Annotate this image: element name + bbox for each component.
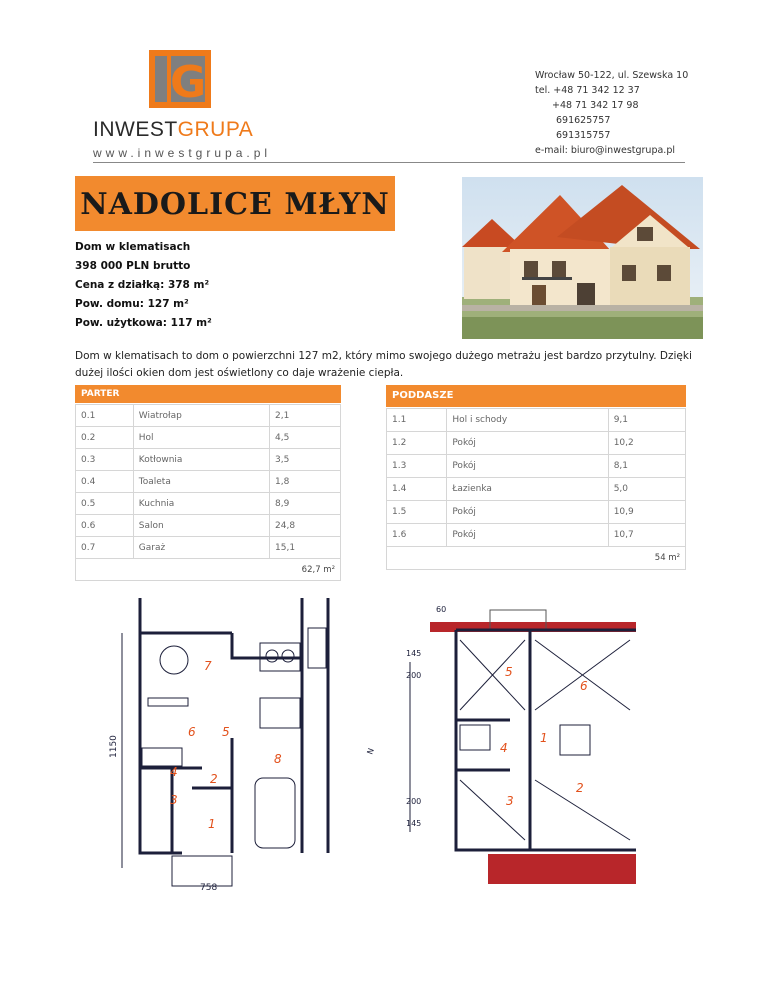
contact-block [535, 68, 688, 158]
poddasze-row [387, 432, 686, 455]
parter-cell-area: 24,8 [270, 515, 341, 537]
contact-phone-4: 691315757 [556, 130, 611, 141]
parter-cell-name: Wiatrołap [133, 405, 269, 427]
parter-row [76, 493, 341, 515]
plan-room-3: 3 [170, 793, 178, 807]
parter-cell-name: Garaż [133, 537, 269, 559]
plan-room-6: 6 [188, 725, 196, 739]
parter-table-header: PARTER [75, 385, 341, 403]
plan-room-1: 1 [208, 817, 216, 831]
parter-row [76, 515, 341, 537]
parter-cell-num: 0.2 [76, 427, 134, 449]
contact-phone-1: tel. +48 71 342 12 37 [535, 85, 640, 96]
plan-room-4: 4 [170, 765, 178, 779]
poddasze-cell-num: 1.5 [387, 501, 447, 524]
plan-room-2: 2 [210, 772, 218, 786]
poddasze-total-row [387, 547, 686, 570]
attic-floor-plan [365, 600, 636, 886]
poddasze-total: 54 m² [387, 547, 686, 570]
parter-cell-name: Toaleta [133, 471, 269, 493]
poddasze-cell-num: 1.4 [387, 478, 447, 501]
parter-cell-area: 4,5 [270, 427, 341, 449]
attic-dim-left-4: 145 [406, 819, 422, 828]
header-divider [93, 162, 685, 163]
north-label: N [365, 746, 376, 756]
poddasze-row [387, 478, 686, 501]
parter-cell-area: 2,1 [270, 405, 341, 427]
parter-cell-area: 8,9 [270, 493, 341, 515]
parter-cell-area: 3,5 [270, 449, 341, 471]
attic-dim-left-2: 200 [406, 671, 422, 680]
ground-floor-plan [109, 598, 348, 898]
parter-total: 62,7 m² [76, 559, 341, 581]
poddasze-cell-name: Pokój [447, 524, 608, 547]
attic-room-3: 3 [506, 794, 514, 808]
attic-dim-left-3: 200 [406, 797, 422, 806]
parter-cell-num: 0.1 [76, 405, 134, 427]
poddasze-cell-area: 10,2 [608, 432, 685, 455]
poddasze-row [387, 409, 686, 432]
parter-cell-num: 0.5 [76, 493, 134, 515]
parter-cell-name: Hol [133, 427, 269, 449]
company-website: www.inwestgrupa.pl [93, 146, 272, 160]
attic-dim-top: 60 [436, 605, 447, 614]
property-plot-price: Cena z działką: 378 m² [75, 279, 210, 291]
attic-room-6: 6 [580, 679, 588, 693]
poddasze-cell-num: 1.1 [387, 409, 447, 432]
poddasze-cell-name: Łazienka [447, 478, 608, 501]
attic-room-1: 1 [540, 731, 548, 745]
logo-word-part2: GRUPA [177, 118, 254, 141]
parter-total-row [76, 559, 341, 581]
attic-room-4: 4 [500, 741, 508, 755]
poddasze-cell-name: Hol i schody [447, 409, 608, 432]
parter-cell-num: 0.3 [76, 449, 134, 471]
property-price: 398 000 PLN brutto [75, 260, 191, 272]
parter-row [76, 537, 341, 559]
plan-dim-width: 758 [200, 883, 218, 893]
parter-row [76, 405, 341, 427]
poddasze-cell-area: 10,7 [608, 524, 685, 547]
plan-dim-height: 1150 [109, 735, 119, 758]
parter-cell-area: 1,8 [270, 471, 341, 493]
poddasze-cell-name: Pokój [447, 432, 608, 455]
poddasze-cell-area: 8,1 [608, 455, 685, 478]
poddasze-cell-name: Pokój [447, 501, 608, 524]
plan-room-8: 8 [274, 752, 282, 766]
poddasze-cell-area: 10,9 [608, 501, 685, 524]
parter-cell-name: Kuchnia [133, 493, 269, 515]
parter-cell-name: Salon [133, 515, 269, 537]
svg-text:G: G [169, 57, 207, 108]
company-logo-wordmark [93, 118, 253, 142]
parter-cell-area: 15,1 [270, 537, 341, 559]
parter-table [75, 404, 341, 581]
contact-phone-3: 691625757 [556, 115, 611, 126]
poddasze-table [386, 408, 686, 570]
poddasze-row [387, 455, 686, 478]
attic-dim-left-1: 145 [406, 649, 422, 658]
page-title: NADOLICE MŁYN [80, 187, 390, 222]
poddasze-row [387, 524, 686, 547]
contact-email: e-mail: biuro@inwestgrupa.pl [535, 145, 675, 156]
parter-row [76, 471, 341, 493]
property-description: Dom w klematisach to dom o powierzchni 127 m2, który mimo swojego dużego metrażu jest bardzo przytulny. Dzięki dużej ilości okien dom jest oświetlony co daje wrażenie ciepła. [75, 350, 692, 379]
parter-cell-num: 0.6 [76, 515, 134, 537]
attic-room-5: 5 [505, 665, 513, 679]
property-name: Dom w klematisach [75, 241, 191, 253]
parter-row [76, 449, 341, 471]
poddasze-cell-area: 9,1 [608, 409, 685, 432]
property-usable-area: Pow. użytkowa: 117 m² [75, 317, 212, 329]
property-facts [75, 238, 212, 333]
parter-cell-name: Kotłownia [133, 449, 269, 471]
parter-row [76, 427, 341, 449]
poddasze-cell-num: 1.2 [387, 432, 447, 455]
logo-word-part1: INWEST [93, 118, 178, 141]
contact-phone-2: +48 71 342 17 98 [552, 100, 639, 111]
plan-room-7: 7 [204, 659, 212, 673]
poddasze-table-header: PODDASZE [386, 385, 686, 407]
parter-cell-num: 0.4 [76, 471, 134, 493]
property-house-area: Pow. domu: 127 m² [75, 298, 189, 310]
parter-cell-num: 0.7 [76, 537, 134, 559]
poddasze-row [387, 501, 686, 524]
plan-room-5: 5 [222, 725, 230, 739]
contact-address: Wrocław 50-122, ul. Szewska 10 [535, 70, 689, 81]
attic-room-2: 2 [576, 781, 584, 795]
poddasze-cell-name: Pokój [447, 455, 608, 478]
poddasze-cell-area: 5,0 [608, 478, 685, 501]
poddasze-cell-num: 1.3 [387, 455, 447, 478]
house-photo [462, 177, 703, 339]
poddasze-cell-num: 1.6 [387, 524, 447, 547]
company-logo-mark [149, 50, 211, 108]
